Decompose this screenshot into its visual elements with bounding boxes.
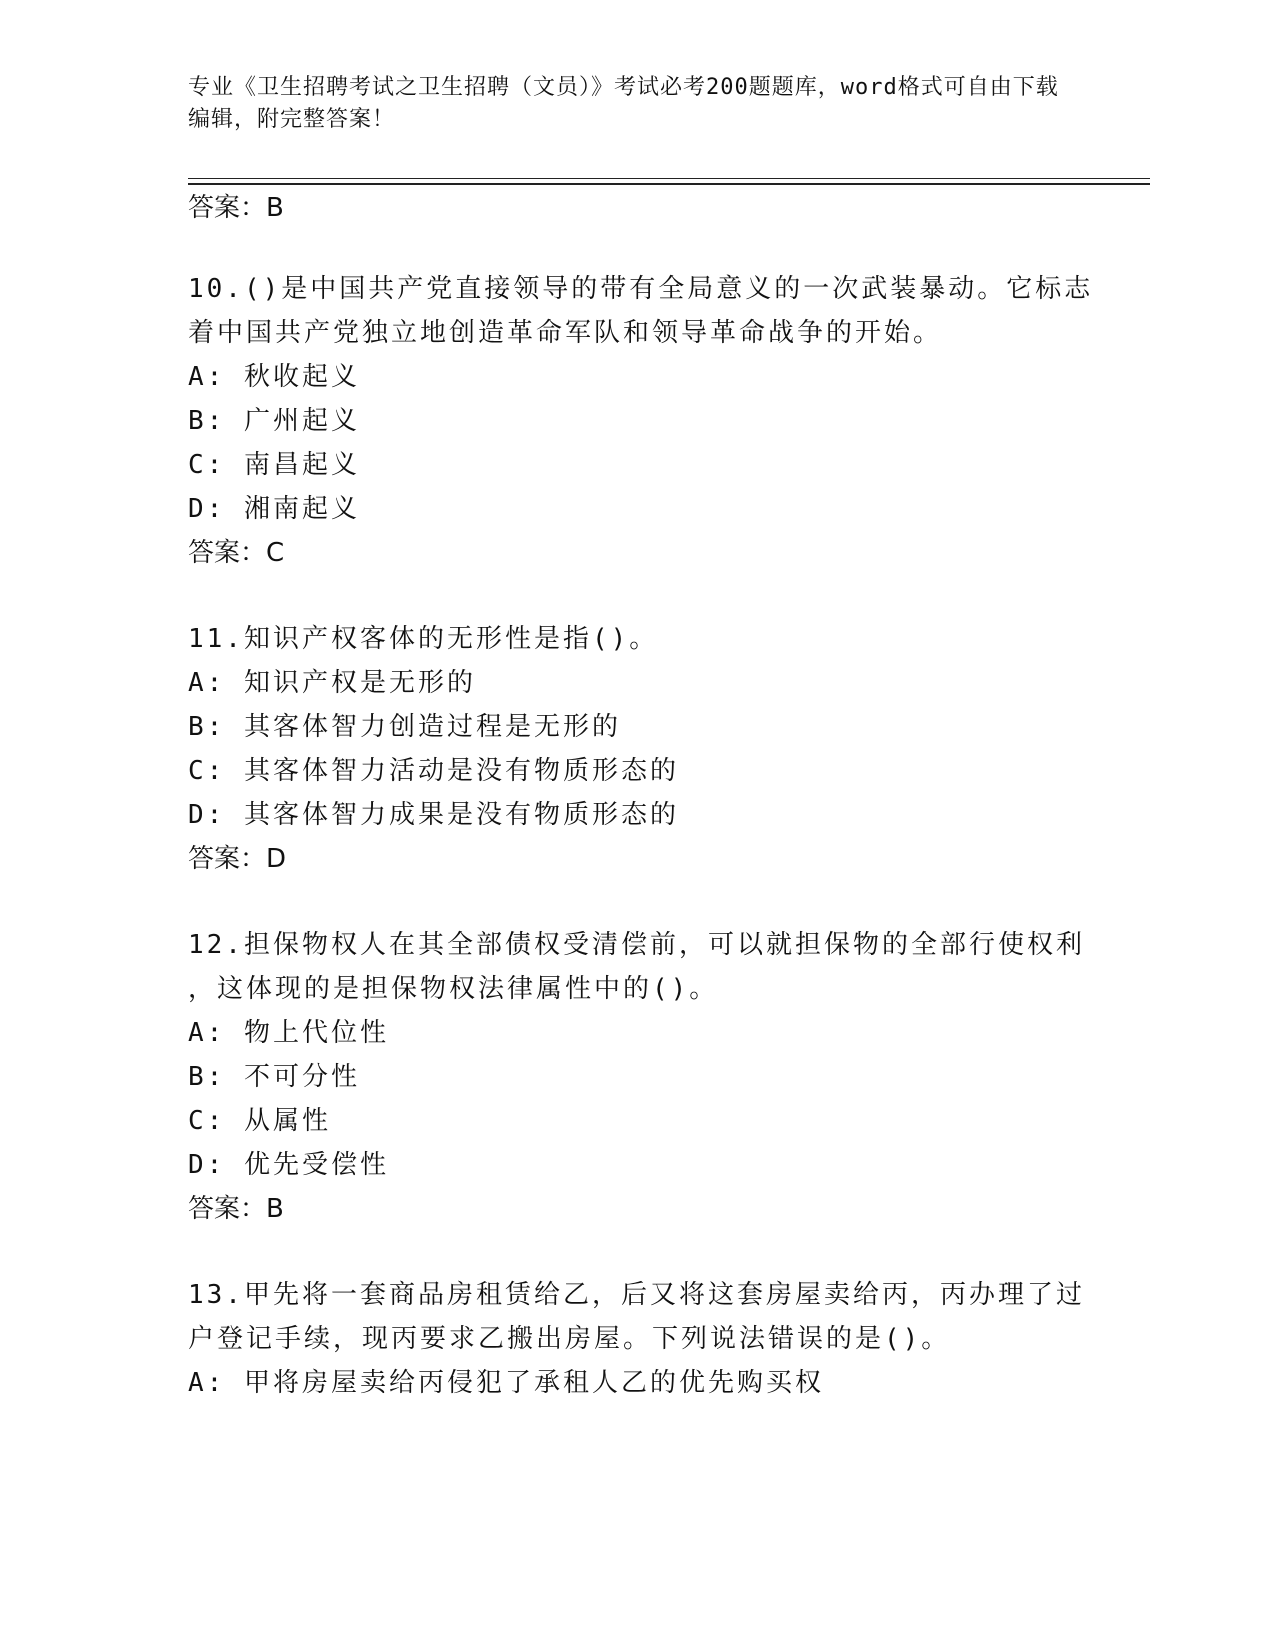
question-10-line-2: 着中国共产党独立地创造革命军队和领导革命战争的开始。 [188,318,943,348]
question-10-line-1: 10.()是中国共产党直接领导的带有全局意义的一次武装暴动。它标志 [188,274,1094,304]
question-12-answer: 答案：B [188,1194,284,1224]
question-10-option-a: A: 秋收起义 [188,362,360,392]
question-10-option-d: D: 湘南起义 [188,494,360,524]
question-11-option-c: C: 其客体智力活动是没有物质形态的 [188,756,679,786]
answer-previous: 答案：B [188,193,284,223]
question-10-option-b: B: 广州起义 [188,406,360,436]
question-12-option-a: A: 物上代位性 [188,1018,389,1048]
question-10-option-c: C: 南昌起义 [188,450,360,480]
question-11-option-b: B: 其客体智力创造过程是无形的 [188,712,621,742]
question-11-line-1: 11.知识产权客体的无形性是指()。 [188,624,659,654]
question-11-option-a: A: 知识产权是无形的 [188,668,476,698]
question-11-answer: 答案：D [188,844,287,874]
question-12-option-d: D: 优先受偿性 [188,1150,389,1180]
header-rule-thick [188,183,1150,185]
question-12-option-b: B: 不可分性 [188,1062,360,1092]
question-13-line-2: 户登记手续，现丙要求乙搬出房屋。下列说法错误的是()。 [188,1324,951,1354]
question-10-answer: 答案：C [188,538,285,568]
question-12-line-2: ，这体现的是担保物权法律属性中的()。 [188,974,719,1004]
question-13-option-a: A: 甲将房屋卖给丙侵犯了承租人乙的优先购买权 [188,1368,824,1398]
question-13-line-1: 13.甲先将一套商品房租赁给乙，后又将这套房屋卖给丙，丙办理了过 [188,1280,1085,1310]
question-12-line-1: 12.担保物权人在其全部债权受清偿前，可以就担保物的全部行使权利 [188,930,1085,960]
header-rule-thin [188,178,1150,179]
question-11-option-d: D: 其客体智力成果是没有物质形态的 [188,800,679,830]
question-12-option-c: C: 从属性 [188,1106,331,1136]
document-header: 专业《卫生招聘考试之卫生招聘（文员）》考试必考200题题库，word格式可自由下载编辑，附完整答案！ [188,75,1059,132]
